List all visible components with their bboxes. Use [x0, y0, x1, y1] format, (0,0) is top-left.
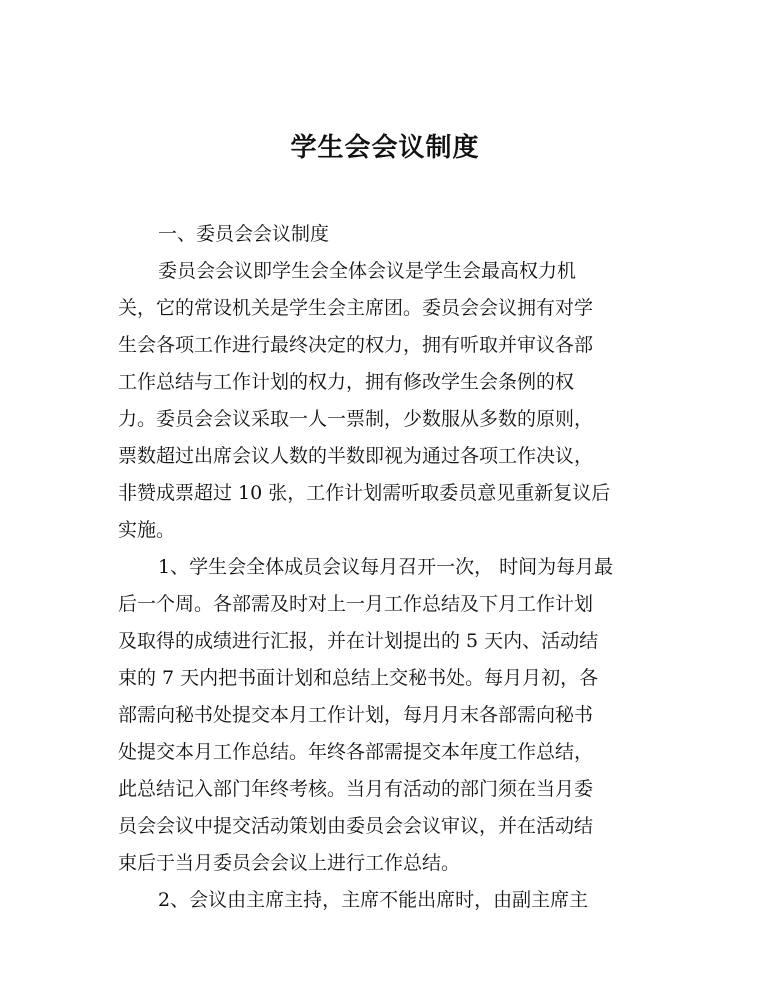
- text-line: 后一个周。各部需及时对上一月工作总结及下月工作计划: [118, 593, 594, 615]
- text-line: 束后于当月委员会会议上进行工作总结。: [118, 852, 461, 874]
- text-line: 2、会议由主席主持，主席不能出席时，由副主席主: [158, 889, 589, 911]
- text-line: 非赞成票超过 10 张，工作计划需听取委员意见重新复议后: [118, 482, 611, 504]
- text-line: 此总结记入部门年终考核。当月有活动的部门须在当月委: [118, 778, 594, 800]
- text-line: 工作总结与工作计划的权力，拥有修改学生会条例的权: [118, 371, 575, 393]
- document-title: 学生会会议制度: [290, 133, 480, 163]
- text-line: 束的 7 天内把书面计划和总结上交秘书处。每月月初，各: [118, 667, 599, 689]
- text-line: 员会会议中提交活动策划由委员会会议审议，并在活动结: [118, 815, 594, 837]
- text-line: 票数超过出席会议人数的半数即视为通过各项工作决议，: [118, 445, 594, 467]
- text-line: 及取得的成绩进行汇报，并在计划提出的 5 天内、活动结: [118, 630, 599, 652]
- text-line: 委员会会议即学生会全体会议是学生会最高权力机: [158, 260, 577, 282]
- text-line: 实施。: [118, 519, 176, 541]
- text-line: 力。委员会会议采取一人一票制，少数服从多数的原则，: [118, 408, 594, 430]
- text-line: 处提交本月工作总结。年终各部需提交本年度工作总结，: [118, 741, 594, 763]
- text-line: 1、学生会全体成员会议每月召开一次， 时间为每月最: [158, 556, 614, 578]
- document-body: [118, 216, 663, 919]
- text-line: 部需向秘书处提交本月工作计划，每月月末各部需向秘书: [118, 704, 594, 726]
- text-line: 一、委员会会议制度: [158, 223, 330, 245]
- text-line: 关，它的常设机关是学生会主席团。委员会会议拥有对学: [118, 297, 594, 319]
- text-line: 生会各项工作进行最终决定的权力，拥有听取并审议各部: [118, 334, 594, 356]
